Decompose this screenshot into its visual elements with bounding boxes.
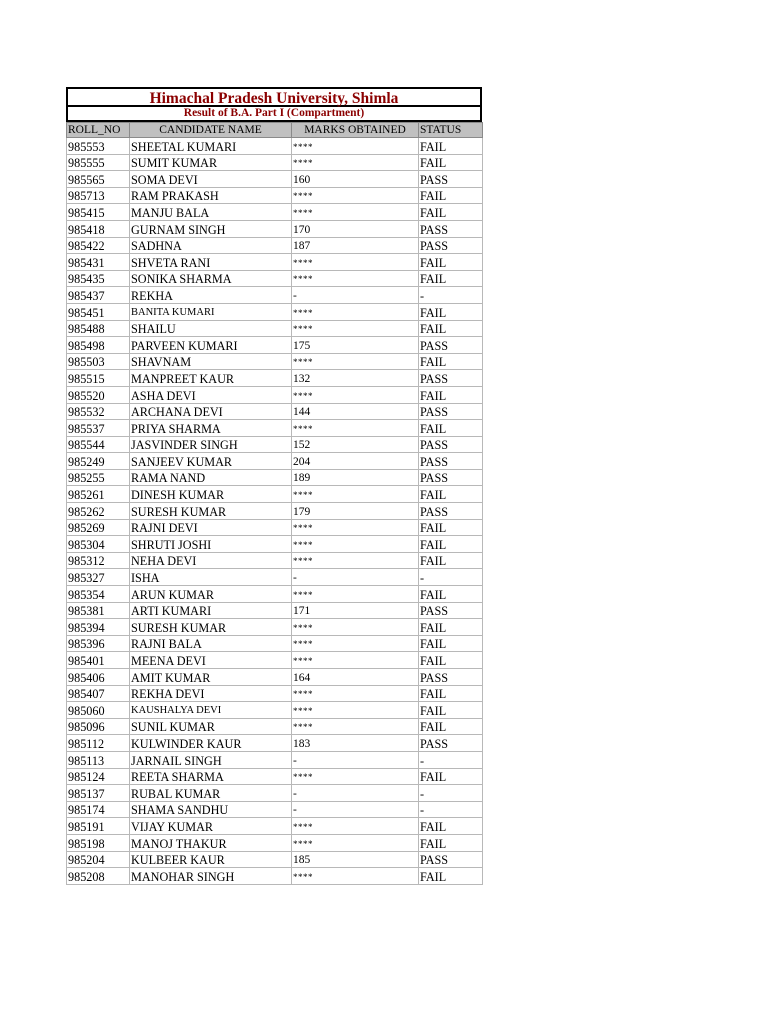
roll-no-cell: 985249 (67, 453, 130, 470)
roll-no-cell: 985544 (67, 436, 130, 453)
roll-no-cell: 985394 (67, 619, 130, 636)
status-cell: PASS (419, 237, 483, 254)
marks-cell: 170 (292, 220, 419, 237)
roll-no-cell: 985553 (67, 138, 130, 155)
roll-no-cell: 985503 (67, 353, 130, 370)
marks-cell: **** (292, 834, 419, 851)
marks-cell: 171 (292, 602, 419, 619)
candidate-name-cell: SHVETA RANI (130, 254, 292, 271)
marks-cell: **** (292, 552, 419, 569)
table-row (67, 635, 483, 652)
marks-cell: **** (292, 254, 419, 271)
marks-cell: **** (292, 420, 419, 437)
candidate-name-cell: RAMA NAND (130, 469, 292, 486)
roll-no-cell: 985255 (67, 469, 130, 486)
status-cell: FAIL (419, 353, 483, 370)
status-cell: - (419, 751, 483, 768)
roll-no-cell: 985261 (67, 486, 130, 503)
candidate-name-cell: RUBAL KUMAR (130, 785, 292, 802)
status-cell: FAIL (419, 586, 483, 603)
table-row (67, 868, 483, 885)
status-cell: FAIL (419, 420, 483, 437)
status-cell: - (419, 785, 483, 802)
table-row (67, 818, 483, 835)
candidate-name-cell: PARVEEN KUMARI (130, 337, 292, 354)
table-row (67, 270, 483, 287)
status-cell: PASS (419, 337, 483, 354)
candidate-name-cell: SONIKA SHARMA (130, 270, 292, 287)
candidate-name-cell: SHAVNAM (130, 353, 292, 370)
roll-no-cell: 985124 (67, 768, 130, 785)
marks-cell: **** (292, 138, 419, 155)
candidate-name-cell: ASHA DEVI (130, 386, 292, 403)
marks-cell: **** (292, 486, 419, 503)
status-cell: PASS (419, 669, 483, 686)
status-cell: FAIL (419, 552, 483, 569)
table-row (67, 420, 483, 437)
table-row (67, 220, 483, 237)
table-row (67, 337, 483, 354)
result-subtitle: Result of B.A. Part I (Compartment) (66, 107, 482, 122)
column-header-candidate-name: CANDIDATE NAME (130, 123, 292, 138)
status-cell: FAIL (419, 818, 483, 835)
candidate-name-cell: MANOHAR SINGH (130, 868, 292, 885)
marks-cell: **** (292, 635, 419, 652)
status-cell: FAIL (419, 834, 483, 851)
status-cell: FAIL (419, 320, 483, 337)
candidate-name-cell: MEENA DEVI (130, 652, 292, 669)
roll-no-cell: 985431 (67, 254, 130, 271)
marks-cell: **** (292, 154, 419, 171)
candidate-name-cell: REKHA DEVI (130, 685, 292, 702)
candidate-name-cell: REETA SHARMA (130, 768, 292, 785)
marks-cell: **** (292, 768, 419, 785)
status-cell: PASS (419, 220, 483, 237)
column-header-status: STATUS (419, 123, 483, 138)
roll-no-cell: 985113 (67, 751, 130, 768)
status-cell: FAIL (419, 254, 483, 271)
status-cell: - (419, 569, 483, 586)
university-title: Himachal Pradesh University, Shimla (66, 87, 482, 107)
table-row (67, 718, 483, 735)
candidate-name-cell: SUMIT KUMAR (130, 154, 292, 171)
marks-cell: **** (292, 320, 419, 337)
marks-cell: **** (292, 353, 419, 370)
candidate-name-cell: KULWINDER KAUR (130, 735, 292, 752)
table-row (67, 702, 483, 719)
table-row (67, 370, 483, 387)
table-row (67, 519, 483, 536)
status-cell: FAIL (419, 303, 483, 320)
status-cell: FAIL (419, 718, 483, 735)
status-cell: FAIL (419, 486, 483, 503)
table-row (67, 154, 483, 171)
table-row (67, 403, 483, 420)
roll-no-cell: 985096 (67, 718, 130, 735)
table-row (67, 353, 483, 370)
table-row (67, 204, 483, 221)
column-header-roll-no: ROLL_NO (67, 123, 130, 138)
candidate-name-cell: MANOJ THAKUR (130, 834, 292, 851)
status-cell: FAIL (419, 768, 483, 785)
table-row (67, 685, 483, 702)
candidate-name-cell: REKHA (130, 287, 292, 304)
status-cell: PASS (419, 436, 483, 453)
roll-no-cell: 985515 (67, 370, 130, 387)
status-cell: PASS (419, 602, 483, 619)
table-row (67, 171, 483, 188)
status-cell: PASS (419, 469, 483, 486)
marks-cell: - (292, 287, 419, 304)
status-cell: PASS (419, 503, 483, 520)
marks-cell: 187 (292, 237, 419, 254)
status-cell: PASS (419, 851, 483, 868)
marks-cell: **** (292, 536, 419, 553)
marks-cell: 179 (292, 503, 419, 520)
status-cell: FAIL (419, 154, 483, 171)
status-cell: FAIL (419, 187, 483, 204)
marks-cell: **** (292, 685, 419, 702)
roll-no-cell: 985488 (67, 320, 130, 337)
roll-no-cell: 985407 (67, 685, 130, 702)
roll-no-cell: 985060 (67, 702, 130, 719)
roll-no-cell: 985174 (67, 801, 130, 818)
table-row (67, 751, 483, 768)
marks-cell: 160 (292, 171, 419, 188)
status-cell: FAIL (419, 386, 483, 403)
table-row (67, 303, 483, 320)
roll-no-cell: 985327 (67, 569, 130, 586)
table-row (67, 503, 483, 520)
table-row (67, 469, 483, 486)
marks-cell: **** (292, 702, 419, 719)
roll-no-cell: 985401 (67, 652, 130, 669)
table-header-row (67, 123, 483, 138)
marks-cell: - (292, 751, 419, 768)
roll-no-cell: 985381 (67, 602, 130, 619)
status-cell: PASS (419, 403, 483, 420)
candidate-name-cell: SOMA DEVI (130, 171, 292, 188)
table-row (67, 320, 483, 337)
status-cell: PASS (419, 171, 483, 188)
marks-cell: 152 (292, 436, 419, 453)
status-cell: FAIL (419, 685, 483, 702)
roll-no-cell: 985354 (67, 586, 130, 603)
roll-no-cell: 985137 (67, 785, 130, 802)
status-cell: FAIL (419, 652, 483, 669)
table-row (67, 834, 483, 851)
table-row (67, 851, 483, 868)
table-row (67, 735, 483, 752)
marks-cell: 189 (292, 469, 419, 486)
table-row (67, 652, 483, 669)
marks-cell: - (292, 801, 419, 818)
marks-cell: **** (292, 818, 419, 835)
marks-cell: **** (292, 586, 419, 603)
table-row (67, 287, 483, 304)
roll-no-cell: 985532 (67, 403, 130, 420)
roll-no-cell: 985396 (67, 635, 130, 652)
roll-no-cell: 985112 (67, 735, 130, 752)
candidate-name-cell: MANPREET KAUR (130, 370, 292, 387)
roll-no-cell: 985415 (67, 204, 130, 221)
roll-no-cell: 985520 (67, 386, 130, 403)
roll-no-cell: 985437 (67, 287, 130, 304)
roll-no-cell: 985304 (67, 536, 130, 553)
candidate-name-cell: RAM PRAKASH (130, 187, 292, 204)
roll-no-cell: 985204 (67, 851, 130, 868)
candidate-name-cell: SURESH KUMAR (130, 619, 292, 636)
table-row (67, 801, 483, 818)
marks-cell: 132 (292, 370, 419, 387)
marks-cell: **** (292, 519, 419, 536)
candidate-name-cell: VIJAY KUMAR (130, 818, 292, 835)
status-cell: FAIL (419, 519, 483, 536)
roll-no-cell: 985498 (67, 337, 130, 354)
roll-no-cell: 985269 (67, 519, 130, 536)
status-cell: FAIL (419, 204, 483, 221)
candidate-name-cell: SADHNA (130, 237, 292, 254)
marks-cell: **** (292, 386, 419, 403)
marks-cell: - (292, 785, 419, 802)
marks-cell: 144 (292, 403, 419, 420)
candidate-name-cell: ARCHANA DEVI (130, 403, 292, 420)
table-row (67, 486, 483, 503)
candidate-name-cell: NEHA DEVI (130, 552, 292, 569)
status-cell: PASS (419, 735, 483, 752)
marks-cell: **** (292, 270, 419, 287)
candidate-name-cell: SUNIL KUMAR (130, 718, 292, 735)
status-cell: FAIL (419, 619, 483, 636)
candidate-name-cell: KULBEER KAUR (130, 851, 292, 868)
roll-no-cell: 985435 (67, 270, 130, 287)
marks-cell: **** (292, 619, 419, 636)
candidate-name-cell: SHAILU (130, 320, 292, 337)
status-cell: FAIL (419, 635, 483, 652)
roll-no-cell: 985262 (67, 503, 130, 520)
column-header-marks-obtained: MARKS OBTAINED (292, 123, 419, 138)
roll-no-cell: 985406 (67, 669, 130, 686)
marks-cell: - (292, 569, 419, 586)
table-row (67, 785, 483, 802)
roll-no-cell: 985565 (67, 171, 130, 188)
table-row (67, 187, 483, 204)
marks-cell: 204 (292, 453, 419, 470)
candidate-name-cell: SHRUTI JOSHI (130, 536, 292, 553)
candidate-name-cell: BANITA KUMARI (130, 303, 292, 320)
roll-no-cell: 985451 (67, 303, 130, 320)
status-cell: PASS (419, 370, 483, 387)
candidate-name-cell: ISHA (130, 569, 292, 586)
status-cell: FAIL (419, 536, 483, 553)
candidate-name-cell: RAJNI BALA (130, 635, 292, 652)
roll-no-cell: 985422 (67, 237, 130, 254)
candidate-name-cell: MANJU BALA (130, 204, 292, 221)
candidate-name-cell: AMIT KUMAR (130, 669, 292, 686)
marks-cell: **** (292, 187, 419, 204)
marks-cell: **** (292, 652, 419, 669)
candidate-name-cell: KAUSHALYA DEVI (130, 702, 292, 719)
marks-cell: 175 (292, 337, 419, 354)
table-row (67, 619, 483, 636)
table-row (67, 602, 483, 619)
table-row (67, 768, 483, 785)
candidate-name-cell: SHEETAL KUMARI (130, 138, 292, 155)
marks-cell: **** (292, 303, 419, 320)
result-sheet (66, 87, 482, 885)
table-row (67, 453, 483, 470)
roll-no-cell: 985713 (67, 187, 130, 204)
status-cell: FAIL (419, 702, 483, 719)
candidate-name-cell: JARNAIL SINGH (130, 751, 292, 768)
marks-cell: 185 (292, 851, 419, 868)
marks-cell: **** (292, 868, 419, 885)
table-row (67, 436, 483, 453)
status-cell: FAIL (419, 868, 483, 885)
table-row (67, 569, 483, 586)
candidate-name-cell: ARTI KUMARI (130, 602, 292, 619)
status-cell: - (419, 287, 483, 304)
table-row (67, 237, 483, 254)
marks-cell: **** (292, 718, 419, 735)
table-row (67, 586, 483, 603)
status-cell: PASS (419, 453, 483, 470)
table-row (67, 254, 483, 271)
candidate-name-cell: JASVINDER SINGH (130, 436, 292, 453)
roll-no-cell: 985312 (67, 552, 130, 569)
marks-cell: 183 (292, 735, 419, 752)
candidate-name-cell: RAJNI DEVI (130, 519, 292, 536)
candidate-name-cell: SANJEEV KUMAR (130, 453, 292, 470)
roll-no-cell: 985418 (67, 220, 130, 237)
roll-no-cell: 985555 (67, 154, 130, 171)
marks-cell: 164 (292, 669, 419, 686)
result-table (66, 122, 483, 885)
table-row (67, 138, 483, 155)
roll-no-cell: 985208 (67, 868, 130, 885)
candidate-name-cell: GURNAM SINGH (130, 220, 292, 237)
table-row (67, 669, 483, 686)
status-cell: - (419, 801, 483, 818)
candidate-name-cell: DINESH KUMAR (130, 486, 292, 503)
roll-no-cell: 985191 (67, 818, 130, 835)
marks-cell: **** (292, 204, 419, 221)
table-row (67, 386, 483, 403)
status-cell: FAIL (419, 138, 483, 155)
candidate-name-cell: PRIYA SHARMA (130, 420, 292, 437)
roll-no-cell: 985537 (67, 420, 130, 437)
table-row (67, 552, 483, 569)
candidate-name-cell: ARUN KUMAR (130, 586, 292, 603)
candidate-name-cell: SURESH KUMAR (130, 503, 292, 520)
table-row (67, 536, 483, 553)
candidate-name-cell: SHAMA SANDHU (130, 801, 292, 818)
roll-no-cell: 985198 (67, 834, 130, 851)
status-cell: FAIL (419, 270, 483, 287)
table-body (67, 138, 483, 885)
